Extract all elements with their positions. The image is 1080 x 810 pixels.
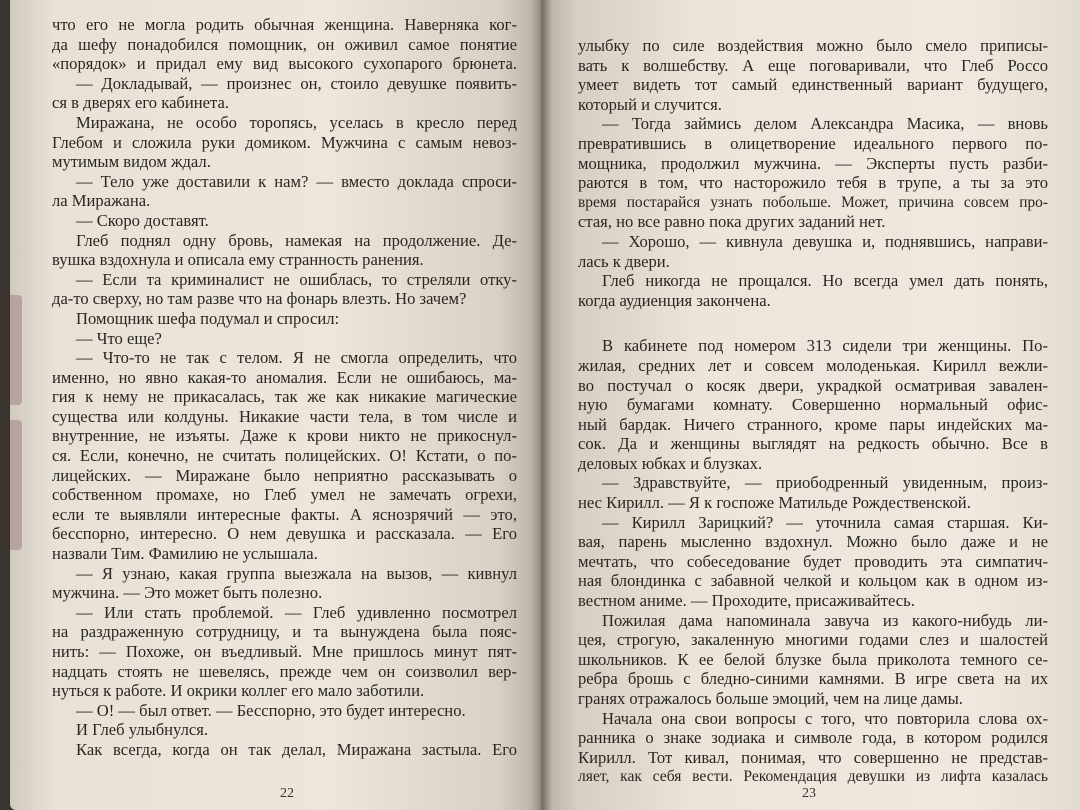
text-line: — Тогда займись делом Александра Масика, — вновь: [602, 114, 1048, 134]
text-line: И Глеб улыбнулся.: [76, 720, 209, 740]
text-line: вушка вздохнула и описала ему странность ранения.: [52, 250, 424, 270]
left-page: [10, 0, 540, 810]
text-line: — Кирилл Зарицкий? — уточнила самая старшая. Ки-: [602, 512, 1048, 532]
text-line: — Что еще?: [76, 328, 162, 348]
text-line: Кирилл. Тот кивал, понимая, что совершенно не представ-: [578, 747, 1048, 767]
text-line: — Хорошо, — кивнула девушка и, поднявшись, направи-: [602, 231, 1048, 251]
text-line: — Я узнаю, какая группа выезжала на вызов, — кивнул: [76, 563, 517, 583]
text-line: да-то сверху, но там разве что на фонарь влезть. Но зачем?: [52, 289, 467, 309]
text-line: улыбку по силе воздействия можно было смело приписы-: [578, 36, 1048, 55]
text-line: — Если та криминалист не ошиблась, то стреляли отку-: [76, 269, 517, 289]
text-line: лицейских. — Миражане было неприятно рассказывать о: [52, 465, 517, 485]
text-line: вая, парень мысленно вздохнул. Можно было даже и не: [578, 532, 1048, 552]
text-line: на раздраженную сотрудницу, и та вынуждена была пояс-: [52, 622, 517, 642]
text-line: — Тело уже доставили к нам? — вместо доклада спроси-: [76, 171, 517, 191]
text-line: ся. Если, конечно, не считать полицейских. О! Кстати, о по-: [52, 446, 517, 466]
text-line: Как всегда, когда он так делал, Миражана застыла. Его: [76, 739, 517, 759]
right-page: [540, 0, 1080, 810]
text-line: вать к волшебству. А еще поговаривали, что Глеб Россо: [578, 55, 1048, 75]
text-line: Миражана, не особо торопясь, уселась в кресло перед: [76, 112, 517, 132]
text-line: бесспорно, интересно. О нем девушка и рассказала. — Его: [52, 524, 517, 544]
text-line: нить: — Похоже, он въедливый. Мне пришлось минут пят-: [52, 642, 517, 661]
text-line: — Скоро доставят.: [76, 210, 209, 230]
text-line: если те выявляли интересные факты. А яснозрячий — это,: [52, 504, 517, 524]
text-line: именно, но явно какая-то аномалия. Если не ошибаюсь, ма-: [52, 367, 517, 387]
page-number: 22: [280, 786, 294, 801]
text-line: Начала она свои вопросы с того, что повторила слова ох-: [602, 708, 1048, 728]
page-edge-tab: [10, 295, 22, 405]
text-line: ся в дверях его кабинета.: [52, 93, 229, 113]
text-line: Помощник шефа подумал и спросил:: [76, 308, 340, 328]
text-line: во постучал о косяк двери, украдкой осматривая завален-: [578, 375, 1048, 395]
text-line: В кабинете под номером 313 сидели три женщины. По-: [602, 336, 1048, 356]
text-line: мечтать, что собеседование будет проводить эта симпатич-: [578, 551, 1048, 571]
text-line: ранника о знаке зодиака и символе года, в котором родился: [578, 728, 1048, 748]
text-line: ный бардак. Ничего странного, кроме пары индейских ма-: [578, 414, 1048, 434]
text-line: — Или стать проблемой. — Глеб удивленно посмотрел: [76, 602, 517, 622]
text-line: сок. Да и женщины выглядят на редкость обычно. Все в: [578, 434, 1048, 454]
text-line: ная блондинка с забавной челкой и кольцом как в одном из-: [578, 571, 1048, 591]
text-line: ную бумагами комнату. Совершенно нормальный офис-: [578, 395, 1048, 415]
text-line: стая, но все равно пока других заданий нет.: [578, 212, 886, 232]
text-line: ляет, как себя вести. Рекомендация девушки из лифта казалась: [578, 768, 1048, 786]
text-line: гранях отражалось больше эмоций, чем на лице дамы.: [578, 689, 963, 708]
left-page-text: [52, 15, 517, 760]
text-line: время постарайся узнать побольше. Может, причина совсем про-: [578, 193, 1048, 211]
text-line: ребра брошь с бледно-синими камнями. В игре света на их: [578, 669, 1048, 689]
text-line: собственном промахе, но Глеб умел не замечать огрехи,: [52, 485, 517, 505]
text-line: мутимым видом ждал.: [52, 152, 211, 172]
text-line: ла Миражана.: [52, 191, 151, 211]
text-line: раются в том, что насторожило тебя в трупе, а ты за это: [578, 173, 1048, 193]
text-line: внутренние, не изъяты. Даже к крови никто не прикоснул-: [52, 426, 517, 446]
section-break: [578, 310, 1048, 336]
text-line: нуться к работе. И окрики коллег его мало заботили.: [52, 681, 425, 701]
page-number: 23: [802, 786, 816, 801]
text-line: мужчина. — Это может быть полезно.: [52, 583, 323, 603]
text-line: Глебом и сложила руки домиком. Мужчина с самым невоз-: [52, 132, 517, 152]
text-line: превратившись в олицетворение идеального первого по-: [578, 133, 1048, 153]
text-line: деловых юбках и блузках.: [578, 453, 763, 473]
text-line: — Докладывай, — произнес он, стоило девушке появить-: [76, 73, 517, 93]
text-line: лась к двери.: [578, 251, 670, 271]
text-line: умеет видеть тот самый единственный вариант будущего,: [578, 75, 1048, 95]
text-line: вестном аниме. — Проходите, присаживайтесь.: [578, 591, 915, 611]
text-line: который и случится.: [578, 94, 722, 114]
text-line: цея, строгую, закаленную многими годами слез и шалостей: [578, 630, 1048, 650]
text-line: нес Кирилл. — Я к госпоже Матильде Рождественской.: [578, 493, 971, 513]
text-line: существа или колдуны. Никакие части тела, в том числе и: [52, 406, 517, 426]
text-line: Глеб поднял одну бровь, намекая на продолжение. Де-: [76, 230, 517, 250]
text-line: назвали Тим. Фамилию не услышала.: [52, 544, 318, 564]
text-line: мощника, продолжил мужчина. — Эксперты пусть разби-: [578, 153, 1048, 173]
text-line: надцать стоять не шевелясь, прежде чем он соизволил вер-: [52, 661, 517, 681]
right-page-text: [578, 36, 1048, 787]
text-line: «порядок» и придал ему вид высокого сухопарого брюнета.: [52, 54, 517, 74]
text-line: жилая, средних лет и совсем молоденькая. Кирилл вежли-: [578, 355, 1048, 375]
text-line: — О! — был ответ. — Бесспорно, это будет интересно.: [76, 700, 466, 720]
text-line: что его не могла родить обычная женщина. Наверняка ког-: [52, 15, 517, 34]
text-line: — Что-то не так с телом. Я не смогла определить, что: [76, 348, 517, 368]
text-line: Пожилая дама напоминала завуча из какого-нибудь ли-: [602, 610, 1048, 630]
text-line: гия к нему не прикасалась, так же как никакие магические: [52, 387, 517, 407]
text-line: да шефу понадобился помощник, он оживил самое понятие: [52, 34, 517, 54]
text-line: — Здравствуйте, — приободренный увиденным, произ-: [602, 473, 1048, 493]
page-edge-tab: [10, 420, 22, 550]
text-line: Глеб никогда не прощался. Но всегда умел дать понять,: [602, 271, 1048, 291]
text-line: школьников. К ее белой блузке была приколота темного се-: [578, 649, 1048, 669]
text-line: когда аудиенция закончена.: [578, 290, 771, 310]
